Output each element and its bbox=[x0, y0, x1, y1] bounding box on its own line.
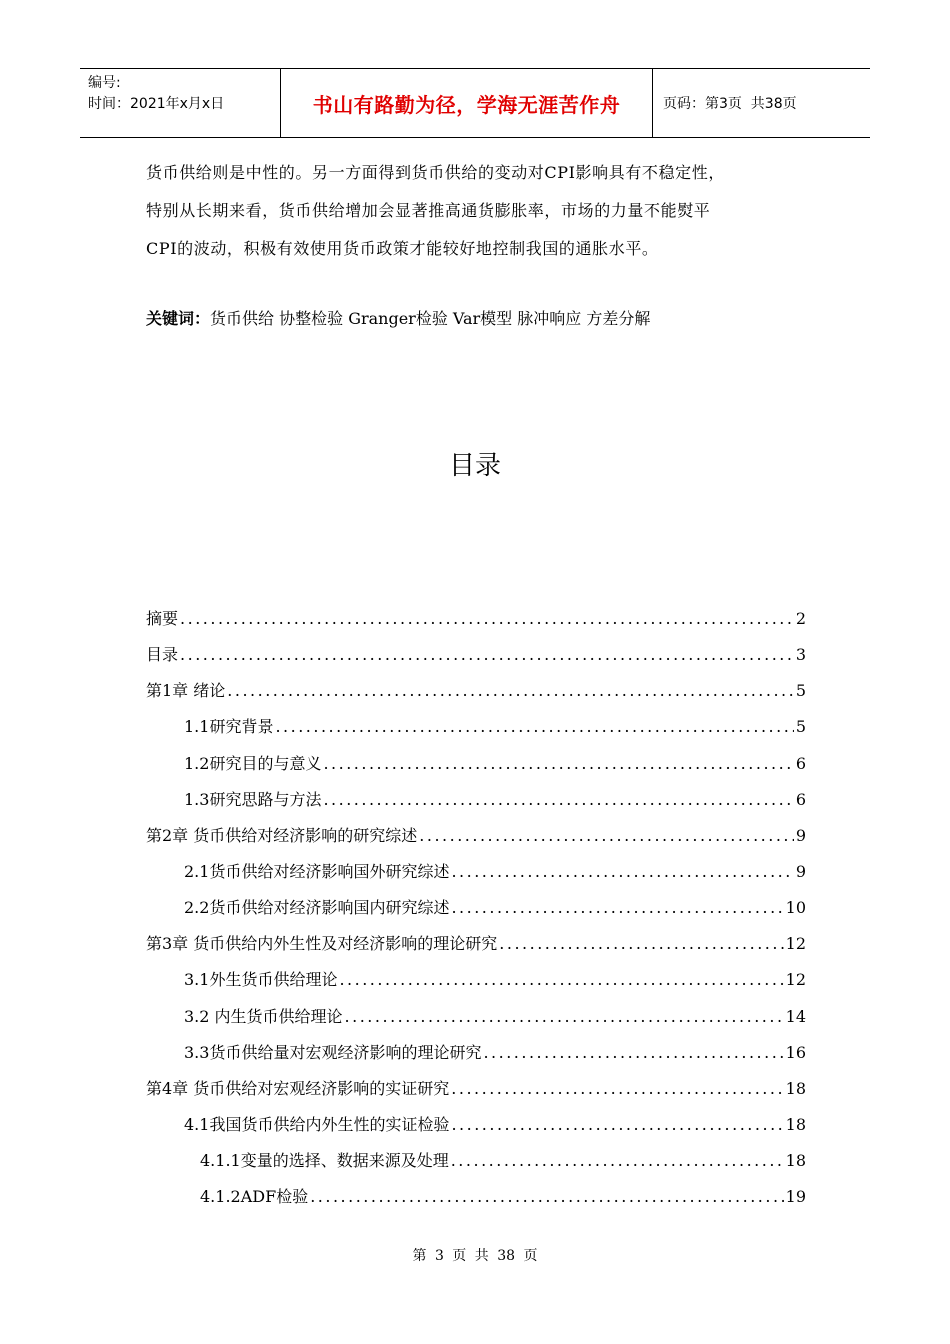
toc-entry[interactable] bbox=[146, 890, 806, 926]
document-code-label: 编号: bbox=[88, 75, 121, 91]
toc-leader-dots bbox=[275, 709, 793, 745]
toc-entry-page: 5 bbox=[795, 681, 806, 701]
toc-entry[interactable] bbox=[146, 999, 806, 1035]
toc-entry[interactable] bbox=[146, 637, 806, 673]
toc-entry-label: 1.3研究思路与方法 bbox=[184, 789, 322, 809]
toc-entry-label: 3.3货币供给量对宏观经济影响的理论研究 bbox=[184, 1042, 482, 1062]
toc-entry-page: 3 bbox=[795, 645, 806, 665]
keywords-line bbox=[146, 301, 836, 337]
toc-leader-dots bbox=[180, 637, 794, 673]
abstract-line: 特别从长期来看，货币供给增加会显著推高通货膨胀率，市场的力量不能熨平 bbox=[146, 201, 711, 220]
header-motto: 书山有路勤为径，学海无涯苦作舟 bbox=[281, 69, 653, 137]
toc-entry[interactable] bbox=[146, 601, 806, 637]
toc-entry-page: 10 bbox=[785, 898, 806, 918]
toc-entry-label: 第4章 货币供给对宏观经济影响的实证研究 bbox=[146, 1078, 450, 1098]
page-footer: 第 3 页 共 38 页 bbox=[412, 1248, 538, 1264]
abstract-line: CPI的波动，积极有效使用货币政策才能较好地控制我国的通胀水平。 bbox=[146, 239, 659, 258]
toc-entry-label: 第1章 绪论 bbox=[146, 681, 226, 701]
toc-entry-page: 6 bbox=[795, 753, 806, 773]
toc-leader-dots bbox=[451, 1143, 784, 1179]
toc-entry-page: 12 bbox=[785, 970, 806, 990]
toc-entry-page: 18 bbox=[785, 1151, 806, 1171]
toc-entry-label: 2.1货币供给对经济影响国外研究综述 bbox=[184, 861, 450, 881]
toc-entry-label: 2.2货币供给对经济影响国内研究综述 bbox=[184, 898, 450, 918]
abstract-paragraph bbox=[146, 154, 836, 268]
toc-entry-label: 1.2研究目的与意义 bbox=[184, 753, 322, 773]
toc-entry-page: 12 bbox=[785, 934, 806, 954]
toc-entry[interactable] bbox=[146, 746, 806, 782]
toc-entry-label: 1.1研究背景 bbox=[184, 717, 274, 737]
toc-leader-dots bbox=[345, 999, 784, 1035]
toc-leader-dots bbox=[499, 926, 783, 962]
toc-leader-dots bbox=[451, 890, 783, 926]
toc-leader-dots bbox=[323, 746, 793, 782]
toc-leader-dots bbox=[451, 1107, 783, 1143]
toc-leader-dots bbox=[483, 1035, 783, 1071]
toc-entry-page: 9 bbox=[795, 861, 806, 881]
toc-entry-page: 18 bbox=[785, 1078, 806, 1098]
toc-entry-page: 14 bbox=[785, 1006, 806, 1026]
toc-leader-dots bbox=[451, 1071, 783, 1107]
toc-entry-page: 2 bbox=[795, 609, 806, 628]
toc-entry-label: 第3章 货币供给内外生性及对经济影响的理论研究 bbox=[146, 934, 498, 954]
header-page-info: 页码：第3页 共38页 bbox=[663, 96, 797, 112]
toc-entry-label: 摘要 bbox=[146, 609, 179, 628]
table-of-contents bbox=[146, 601, 806, 1215]
toc-leader-dots bbox=[419, 818, 794, 854]
toc-entry-label: 3.2 内生货币供给理论 bbox=[184, 1006, 343, 1026]
document-date: 时间：2021年x月x日 bbox=[88, 96, 225, 112]
abstract-line: 货币供给则是中性的。另一方面得到货币供给的变动对CPI影响具有不稳定性， bbox=[146, 163, 725, 182]
toc-entry[interactable] bbox=[146, 673, 806, 709]
toc-leader-dots bbox=[180, 601, 794, 637]
toc-entry[interactable] bbox=[146, 854, 806, 890]
toc-entry-page: 9 bbox=[795, 825, 806, 845]
toc-entry-label: 4.1.1变量的选择、数据来源及处理 bbox=[200, 1151, 449, 1171]
toc-leader-dots bbox=[339, 962, 783, 998]
header-left-cell bbox=[80, 69, 281, 137]
toc-entry[interactable] bbox=[146, 962, 806, 998]
toc-title: 目录 bbox=[448, 451, 501, 481]
page-header bbox=[80, 68, 870, 138]
toc-entry[interactable] bbox=[146, 1179, 806, 1215]
toc-entry[interactable] bbox=[146, 1107, 806, 1143]
toc-entry[interactable] bbox=[146, 709, 806, 745]
toc-entry[interactable] bbox=[146, 782, 806, 818]
toc-entry-page: 5 bbox=[795, 717, 806, 737]
keywords-text: 货币供给 协整检验 Granger检验 Var模型 脉冲响应 方差分解 bbox=[210, 309, 651, 328]
toc-entry-label: 目录 bbox=[146, 645, 179, 665]
keywords-label: 关键词： bbox=[146, 309, 211, 328]
toc-entry[interactable] bbox=[146, 1035, 806, 1071]
toc-entry-page: 18 bbox=[785, 1114, 806, 1134]
toc-entry[interactable] bbox=[146, 1143, 806, 1179]
toc-entry[interactable] bbox=[146, 818, 806, 854]
toc-leader-dots bbox=[451, 854, 793, 890]
toc-entry-label: 4.1.2ADF检验 bbox=[200, 1187, 309, 1207]
toc-entry-label: 4.1我国货币供给内外生性的实证检验 bbox=[184, 1114, 450, 1134]
toc-entry[interactable] bbox=[146, 1071, 806, 1107]
toc-entry-page: 6 bbox=[795, 789, 806, 809]
toc-leader-dots bbox=[227, 673, 794, 709]
toc-leader-dots bbox=[310, 1179, 783, 1215]
toc-entry-label: 第2章 货币供给对经济影响的研究综述 bbox=[146, 825, 418, 845]
toc-entry-page: 16 bbox=[785, 1042, 806, 1062]
toc-entry-page: 19 bbox=[785, 1187, 806, 1207]
toc-entry-label: 3.1外生货币供给理论 bbox=[184, 970, 338, 990]
toc-entry[interactable] bbox=[146, 926, 806, 962]
toc-leader-dots bbox=[323, 782, 793, 818]
